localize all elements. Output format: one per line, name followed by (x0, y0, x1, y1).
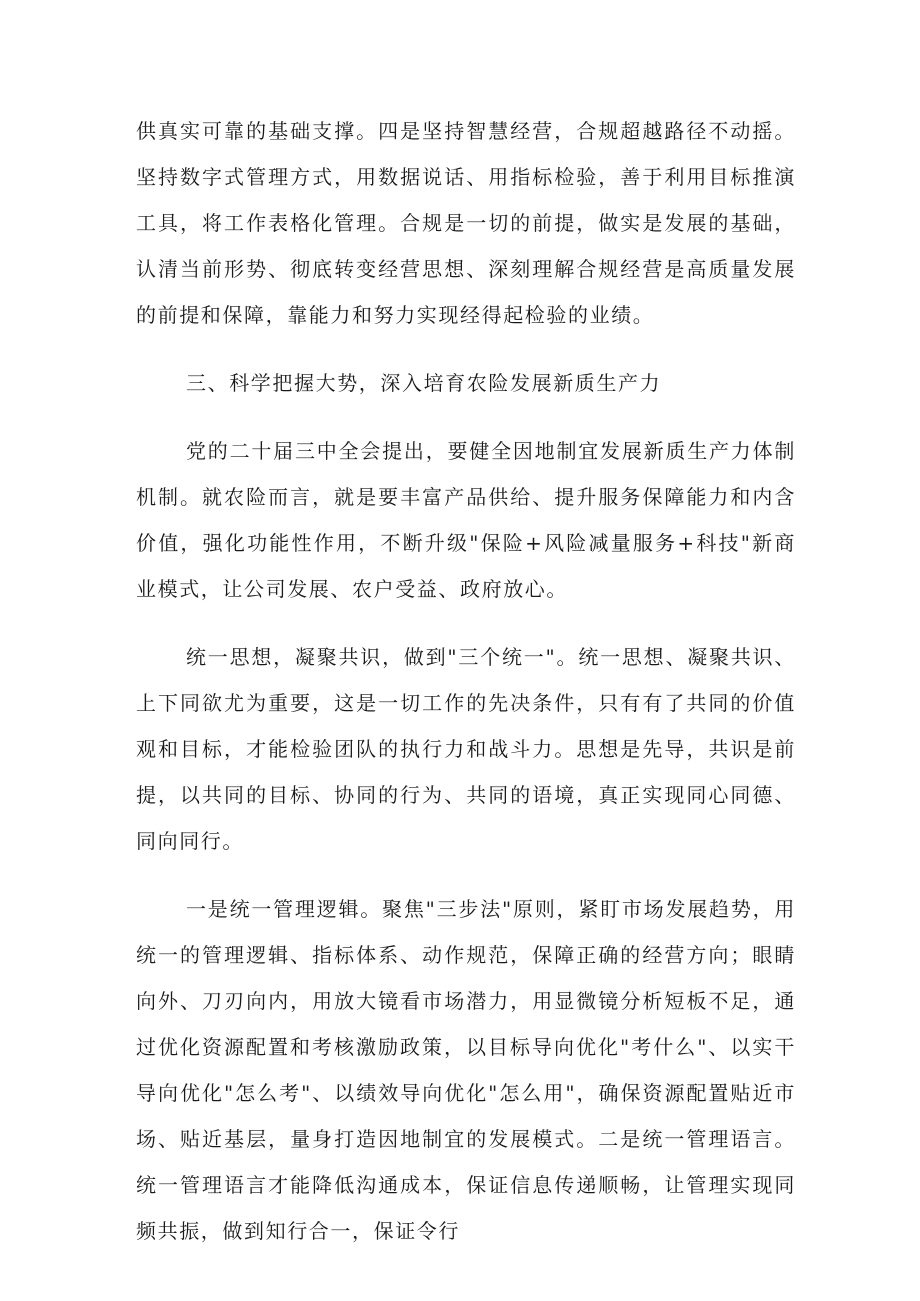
section-heading-three: 三、科学把握大势，深入培育农险发展新质生产力 (186, 371, 662, 395)
paragraph-third-plenum: 党的二十届三中全会提出，要健全因地制宜发展新质生产力体制机制。就农险而言，就是要丰富产品供给、提升服务保障能力和内含价值，强化功能性作用，不断升级"保险+风险减量服务+科技"新商业模式，让公司发展、农户受益、政府放心。 (136, 439, 796, 601)
paragraph-continuation: 供真实可靠的基础支撑。四是坚持智慧经营，合规超越路径不动摇。坚持数字式管理方式，用数据说话、用指标检验，善于利用目标推演工具，将工作表格化管理。合规是一切的前提，做实是发展的基础，认清当前形势、彻底转变经营思想、深刻理解合规经营是高质量发展的前提和保障，靠能力和努力实现经得起检验的业绩。 (136, 119, 796, 327)
paragraph-unified-management: 一是统一管理逻辑。聚焦"三步法"原则，紧盯市场发展趋势，用统一的管理逻辑、指标体系、动作规范，保障正确的经营方向；眼睛向外、刀刃向内，用放大镜看市场潜力，用显微镜分析短板不足，通过优化资源配置和考核激励政策，以目标导向优化"考什么"、以实干导向优化"怎么考"、以绩效导向优化"怎么用"，确保资源配置贴近市场、贴近基层，量身打造因地制宜的发展模式。二是统一管理语言。统一管理语言才能降低沟通成本，保证信息传递顺畅，让管理实现同频共振，做到知行合一，保证令行 (136, 897, 796, 1243)
document-body (136, 108, 796, 1276)
paragraph-three-unifications: 统一思想，凝聚共识，做到"三个统一"。统一思想、凝聚共识、上下同欲尤为重要，这是一切工作的先决条件，只有有了共同的价值观和目标，才能检验团队的执行力和战斗力。思想是先导，共识是前提，以共同的目标、协同的行为、共同的语境，真正实现同心同德、同向同行。 (136, 645, 796, 853)
